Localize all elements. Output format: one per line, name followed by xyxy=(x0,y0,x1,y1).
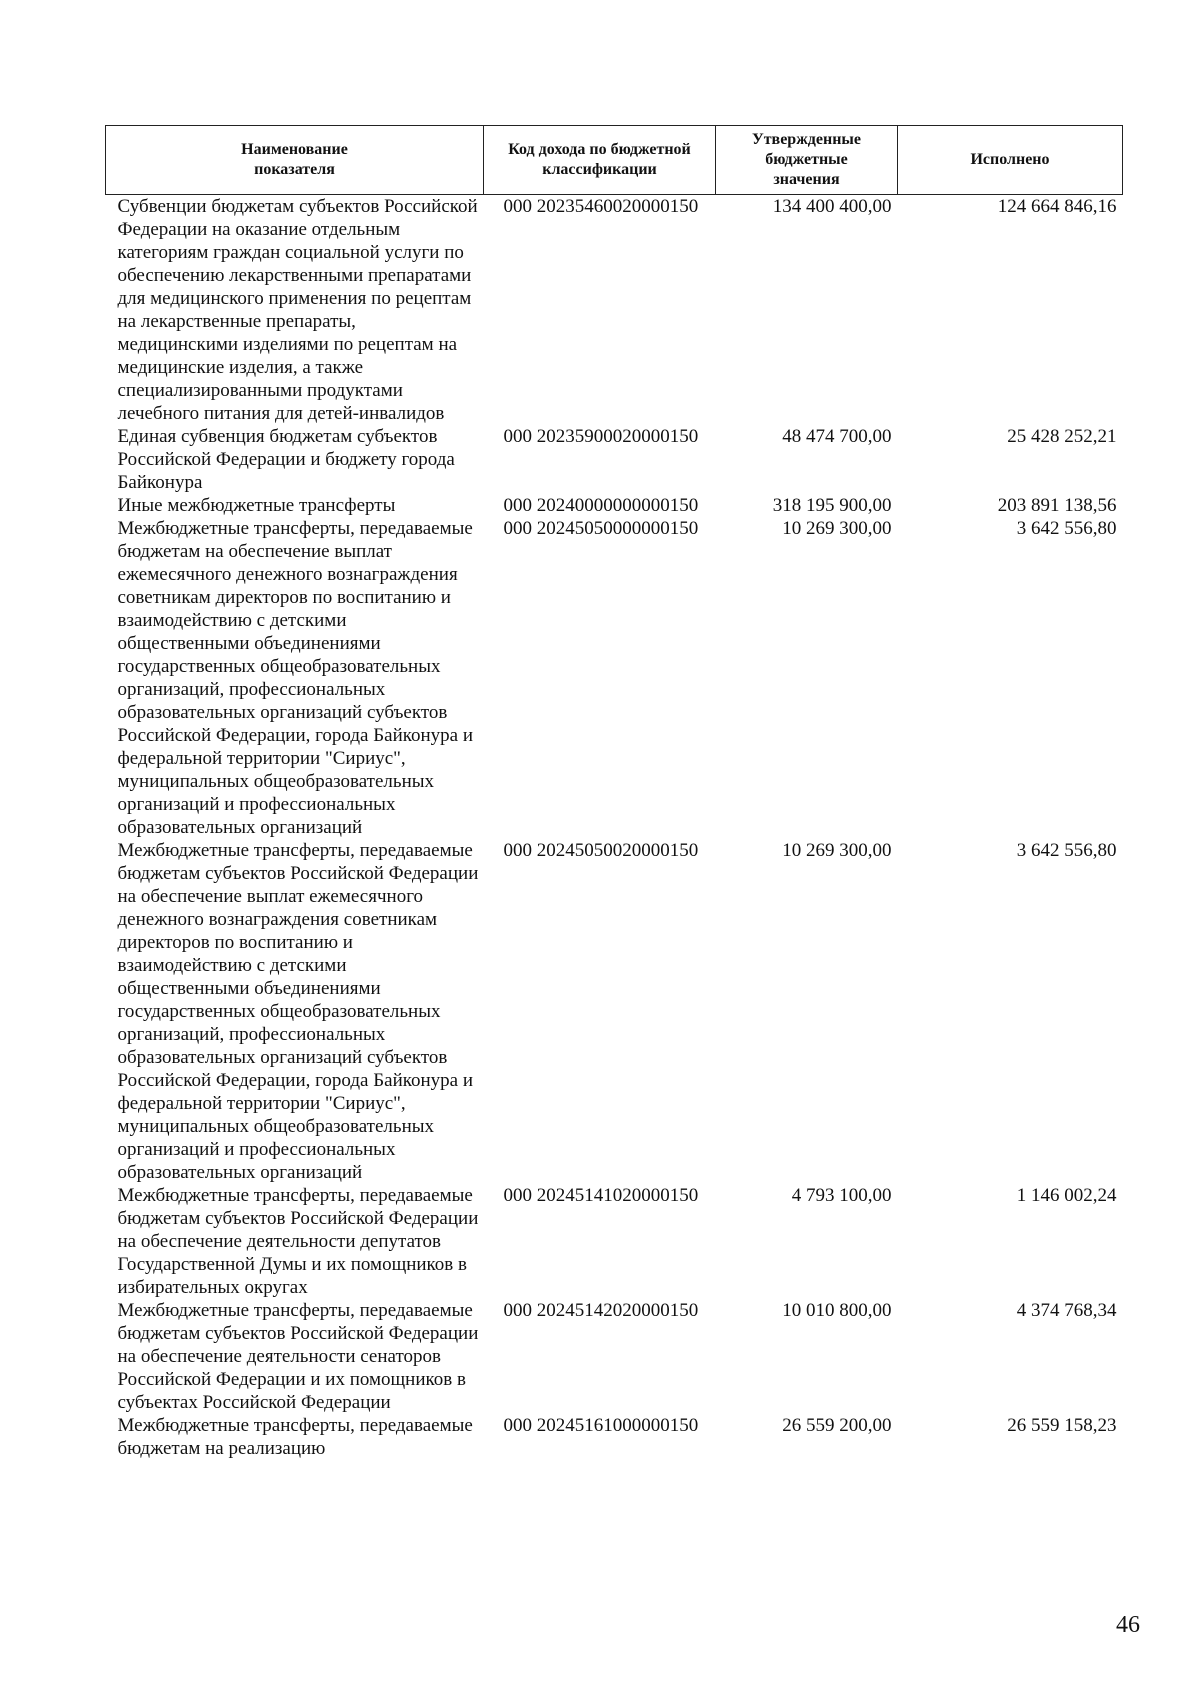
table-row xyxy=(106,839,1123,1184)
table-header-row xyxy=(106,126,1123,195)
row-indicator-name: Межбюджетные трансферты, передаваемые бюджетам на реализацию xyxy=(117,1415,473,1459)
row-executed-value: 3 642 556,80 xyxy=(1016,518,1117,539)
budget-execution-table xyxy=(105,125,1123,1460)
row-income-code: 000 20235900020000150 xyxy=(503,426,699,447)
row-executed-value: 124 664 846,16 xyxy=(997,196,1117,217)
header-income-code-line1: Код дохода по бюджетной xyxy=(508,141,691,158)
header-approved-line1: Утвержденные xyxy=(751,131,862,148)
row-executed-value: 1 146 002,24 xyxy=(1016,1185,1117,1206)
row-executed-value: 4 374 768,34 xyxy=(1016,1300,1117,1321)
row-indicator-name: Межбюджетные трансферты, передаваемые бюджетам субъектов Российской Федерации на обеспечение деятельности сенаторов Российской Федерации и их помощников в субъектах Российской Федерации xyxy=(117,1300,479,1413)
row-approved-value: 10 010 800,00 xyxy=(782,1300,892,1321)
header-approved-line3: значения xyxy=(773,171,840,188)
row-income-code: 000 20245161000000150 xyxy=(503,1415,699,1436)
row-executed-value: 25 428 252,21 xyxy=(1007,426,1117,447)
table-row xyxy=(106,425,1123,494)
header-executed: Исполнено xyxy=(898,126,1123,195)
row-executed-value: 3 642 556,80 xyxy=(1016,840,1117,861)
row-approved-value: 10 269 300,00 xyxy=(782,518,892,539)
header-indicator-name-line2: показателя xyxy=(254,161,335,178)
row-income-code: 000 20245050020000150 xyxy=(503,840,699,861)
row-indicator-name: Иные межбюджетные трансферты xyxy=(117,495,396,516)
row-approved-value: 26 559 200,00 xyxy=(782,1415,892,1436)
header-indicator-name-line1: Наименование xyxy=(241,141,348,158)
row-indicator-name: Субвенции бюджетам субъектов Российской Федерации на оказание отдельным категориям граждан социальной услуги по обеспечению лекарственными препаратами для медицинского применения по рецептам на лекарственные препараты, медицинскими изделиями по рецептам на медицинские изделия, а также специализированными продуктами лечебного питания для детей-инвалидов xyxy=(117,196,478,424)
row-approved-value: 48 474 700,00 xyxy=(782,426,892,447)
row-executed-value: 26 559 158,23 xyxy=(1007,1415,1117,1436)
table-row xyxy=(106,494,1123,517)
row-income-code: 000 20235460020000150 xyxy=(503,196,699,217)
row-income-code: 000 20245050000000150 xyxy=(503,518,699,539)
header-income-code-line2: классификации xyxy=(542,161,657,178)
row-approved-value: 10 269 300,00 xyxy=(782,840,892,861)
header-approved-values xyxy=(716,126,898,195)
table-row xyxy=(106,1299,1123,1414)
row-executed-value: 203 891 138,56 xyxy=(997,495,1117,516)
table-row xyxy=(106,1184,1123,1299)
table-row xyxy=(106,195,1123,426)
row-approved-value: 134 400 400,00 xyxy=(772,196,892,217)
page-number: 46 xyxy=(1116,1612,1140,1638)
row-indicator-name: Единая субвенция бюджетам субъектов Российской Федерации и бюджету города Байконура xyxy=(117,426,455,493)
table-body xyxy=(106,195,1123,1461)
row-indicator-name: Межбюджетные трансферты, передаваемые бюджетам на обеспечение выплат ежемесячного денежного вознаграждения советникам директоров по воспитанию и взаимодействию с детскими общественными объединениями государственных общеобразовательных организаций, профессиональных образовательных организаций субъектов Российской Федерации, города Байконура и федеральной территории "Сириус", муниципальных общеобразовательных организаций и профессиональных образовательных организаций xyxy=(117,518,474,838)
row-income-code: 000 20245142020000150 xyxy=(503,1300,699,1321)
table-row xyxy=(106,517,1123,839)
header-indicator-name xyxy=(106,126,484,195)
header-approved-line2: бюджетные xyxy=(765,151,848,168)
row-indicator-name: Межбюджетные трансферты, передаваемые бюджетам субъектов Российской Федерации на обеспечение деятельности депутатов Государственной Думы и их помощников в избирательных округах xyxy=(117,1185,479,1298)
row-income-code: 000 20240000000000150 xyxy=(503,495,699,516)
table-row xyxy=(106,1414,1123,1460)
row-approved-value: 4 793 100,00 xyxy=(791,1185,892,1206)
row-income-code: 000 20245141020000150 xyxy=(503,1185,699,1206)
header-income-code xyxy=(484,126,716,195)
row-indicator-name: Межбюджетные трансферты, передаваемые бюджетам субъектов Российской Федерации на обеспечение выплат ежемесячного денежного вознаграждения советникам директоров по воспитанию и взаимодействию с детскими общественными объединениями государственных общеобразовательных организаций, профессиональных образовательных организаций субъектов Российской Федерации, города Байконура и федеральной территории "Сириус", муниципальных общеобразовательных организаций и профессиональных образовательных организаций xyxy=(117,840,479,1183)
row-approved-value: 318 195 900,00 xyxy=(772,495,892,516)
